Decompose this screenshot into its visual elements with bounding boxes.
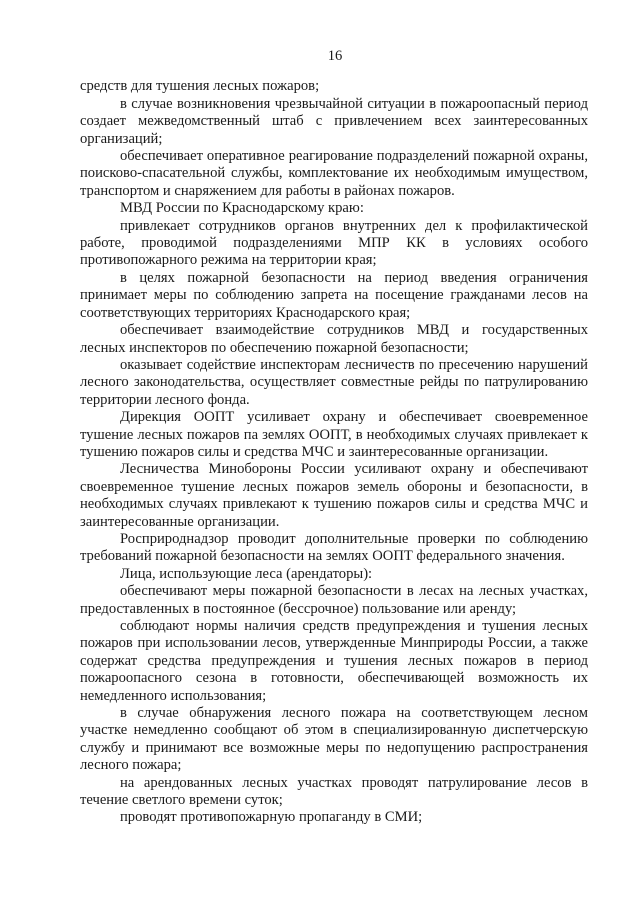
paragraph: привлекает сотрудников органов внутренних дел к профилактической работе, проводимой подразделениями МПР КК в условиях особого противопожарного режима на территории края;: [80, 217, 588, 269]
paragraph: обеспечивает оперативное реагирование подразделений пожарной охраны, поисково-спасательной службы, комплектование их необходимым имуществом, транспортом и снаряжением для работы в районах пожаров.: [80, 148, 588, 199]
paragraph: в целях пожарной безопасности на период введения ограничения принимает меры по соблюдению запрета на посещение гражданами лесов на соответствующих территориях Краснодарского края;: [80, 269, 588, 321]
paragraph: средств для тушения лесных пожаров;: [80, 78, 320, 95]
paragraph: Лица, использующие леса (арендаторы):: [120, 565, 373, 582]
paragraph: Дирекция ООПТ усиливает охрану и обеспечивает своевременное тушение лесных пожаров па землях ООПТ, в необходимых случаях привлекает к тушению пожаров силы и средства МЧС и заинтересованные организации.: [80, 409, 588, 460]
paragraph: Росприроднадзор проводит дополнительные проверки по соблюдению требований пожарной безопасности на землях ООПТ федерального значения.: [80, 530, 588, 565]
paragraph: обеспечивают меры пожарной безопасности в лесах на лесных участках, предоставленных в постоянное (бессрочное) пользование или аренду;: [80, 583, 588, 617]
page-number: 16: [327, 48, 343, 64]
paragraph: в случае возникновения чрезвычайной ситуации в пожароопасный период создает межведомственный штаб с привлечением всех заинтересованных организаций;: [80, 95, 588, 147]
paragraph: проводят противопожарную пропаганду в СМИ;: [120, 809, 423, 826]
paragraph: обеспечивает взаимодействие сотрудников МВД и государственных лесных инспекторов по обеспечению пожарной безопасности;: [80, 322, 588, 356]
paragraph: в случае обнаружения лесного пожара на соответствующем лесном участке немедленно сообщают об этом в специализированную диспетчерскую службу и принимают все возможные меры по недопущению распространения лесного пожара;: [80, 705, 588, 774]
paragraph: на арендованных лесных участках проводят патрулирование лесов в течение светлого времени суток;: [80, 774, 588, 809]
paragraph: МВД России по Краснодарскому краю:: [120, 200, 364, 217]
paragraph: оказывает содействие инспекторам лесничеств по пресечению нарушений лесного законодательства, осуществляет совместные рейды по патрулированию территории лесного фонда.: [80, 356, 588, 408]
paragraph: соблюдают нормы наличия средств предупреждения и тушения лесных пожаров при использовании лесов, утвержденные Минприроды России, а также содержат средства предупреждения и тушения лесных пожаров в период пожароопасного сезона в готовности, обеспечивающей возможность их немедленного использования;: [80, 618, 588, 704]
paragraph: Лесничества Минобороны России усиливают охрану и обеспечивают своевременное тушение лесных пожаров земель обороны и безопасности, в необходимых случаях привлекают к тушению пожаров силы и средства МЧС и заинтересованные организации.: [80, 461, 588, 530]
